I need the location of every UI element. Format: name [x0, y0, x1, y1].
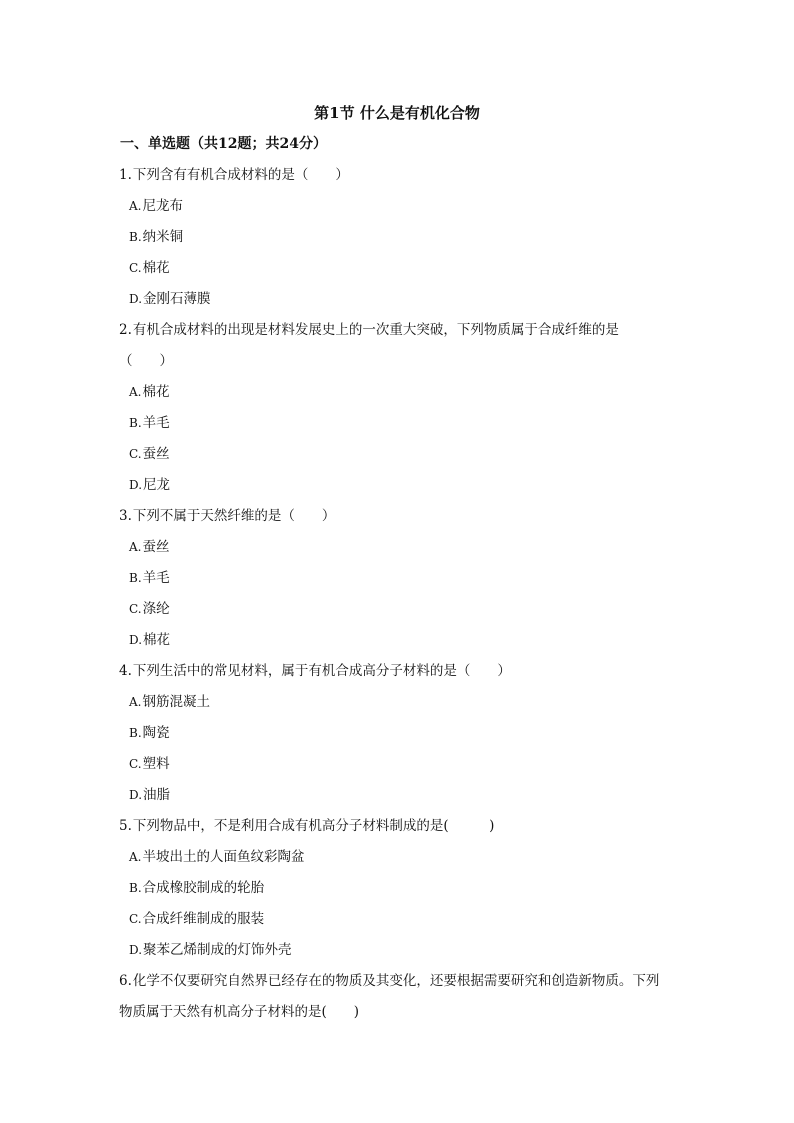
question-text: 物质属于天然有机高分子材料的是( ): [119, 1004, 360, 1020]
option-text: 棉花: [143, 632, 171, 648]
question-stem-continued: [119, 350, 679, 381]
option-text: 半坡出土的人面鱼纹彩陶盆: [142, 849, 305, 865]
option-letter: A.: [129, 695, 142, 709]
page-title: 第1节 什么是有机化合物: [314, 104, 480, 122]
option-b: [119, 567, 679, 598]
question-5: [119, 815, 679, 970]
question-stem: [119, 319, 679, 350]
option-text: 棉花: [142, 260, 170, 276]
question-number: 1.: [119, 167, 132, 183]
option-text: 纳米铜: [142, 229, 184, 245]
question-stem: [119, 970, 679, 1001]
question-number: 5.: [119, 818, 132, 834]
option-d: [119, 629, 679, 660]
option-letter: A.: [129, 385, 142, 399]
option-text: 羊毛: [142, 570, 170, 586]
option-c: [119, 257, 679, 288]
option-text: 钢筋混凝土: [142, 694, 210, 710]
option-letter: C.: [129, 261, 142, 275]
option-c: [119, 753, 679, 784]
option-letter: B.: [129, 726, 142, 740]
option-c: [119, 443, 679, 474]
option-d: [119, 939, 679, 970]
option-text: 金刚石薄膜: [143, 291, 211, 307]
option-text: 棉花: [142, 384, 170, 400]
option-b: [119, 877, 679, 908]
option-letter: C.: [129, 757, 142, 771]
question-2: [119, 319, 679, 505]
option-letter: B.: [129, 416, 142, 430]
option-text: 蚕丝: [142, 539, 170, 555]
option-letter: D.: [129, 943, 143, 957]
option-a: [119, 381, 679, 412]
option-letter: D.: [129, 788, 143, 802]
question-text: （ ）: [119, 353, 173, 369]
option-text: 尼龙布: [142, 198, 183, 214]
option-c: [119, 598, 679, 629]
option-c: [119, 908, 679, 939]
question-stem: [119, 660, 679, 691]
option-a: [119, 195, 679, 226]
option-letter: A.: [129, 199, 142, 213]
option-b: [119, 722, 679, 753]
question-list: [119, 164, 679, 1032]
option-letter: B.: [129, 571, 142, 585]
option-letter: D.: [129, 292, 143, 306]
question-text: 下列不属于天然纤维的是（ ）: [132, 508, 336, 524]
option-text: 尼龙: [143, 477, 171, 493]
option-text: 塑料: [142, 756, 170, 772]
option-text: 蚕丝: [142, 446, 170, 462]
option-text: 油脂: [143, 787, 171, 803]
question-number: 3.: [119, 508, 132, 524]
question-1: [119, 164, 679, 319]
option-letter: B.: [129, 230, 142, 244]
question-number: 4.: [119, 663, 132, 679]
question-stem: [119, 505, 679, 536]
option-letter: A.: [129, 540, 142, 554]
question-text: 有机合成材料的出现是材料发展史上的一次重大突破，下列物质属于合成纤维的是: [132, 322, 619, 338]
question-stem-continued: [119, 1001, 679, 1032]
option-letter: C.: [129, 447, 142, 461]
question-text: 化学不仅要研究自然界已经存在的物质及其变化，还要根据需要研究和创造新物质。下列: [132, 973, 660, 989]
option-d: [119, 288, 679, 319]
question-text: 下列生活中的常见材料，属于有机合成高分子材料的是（ ）: [132, 663, 511, 679]
option-d: [119, 784, 679, 815]
section-heading: 一、单选题（共12题；共24分）: [120, 136, 327, 152]
option-b: [119, 226, 679, 257]
question-text: 下列含有有机合成材料的是（ ）: [132, 167, 349, 183]
option-text: 聚苯乙烯制成的灯饰外壳: [143, 942, 292, 958]
question-6: [119, 970, 679, 1032]
option-d: [119, 474, 679, 505]
question-stem: [119, 164, 679, 195]
option-text: 羊毛: [142, 415, 170, 431]
question-3: [119, 505, 679, 660]
option-text: 合成纤维制成的服装: [142, 911, 265, 927]
option-a: [119, 846, 679, 877]
question-number: 2.: [119, 322, 132, 338]
option-b: [119, 412, 679, 443]
question-stem: [119, 815, 679, 846]
option-text: 陶瓷: [142, 725, 170, 741]
option-letter: C.: [129, 602, 142, 616]
question-4: [119, 660, 679, 815]
option-letter: A.: [129, 850, 142, 864]
option-letter: D.: [129, 633, 143, 647]
option-text: 合成橡胶制成的轮胎: [142, 880, 265, 896]
option-letter: B.: [129, 881, 142, 895]
question-number: 6.: [119, 973, 132, 989]
option-letter: D.: [129, 478, 143, 492]
option-letter: C.: [129, 912, 142, 926]
option-text: 涤纶: [142, 601, 170, 617]
option-a: [119, 691, 679, 722]
option-a: [119, 536, 679, 567]
question-text: 下列物品中，不是利用合成有机高分子材料制成的是( ): [132, 818, 495, 834]
